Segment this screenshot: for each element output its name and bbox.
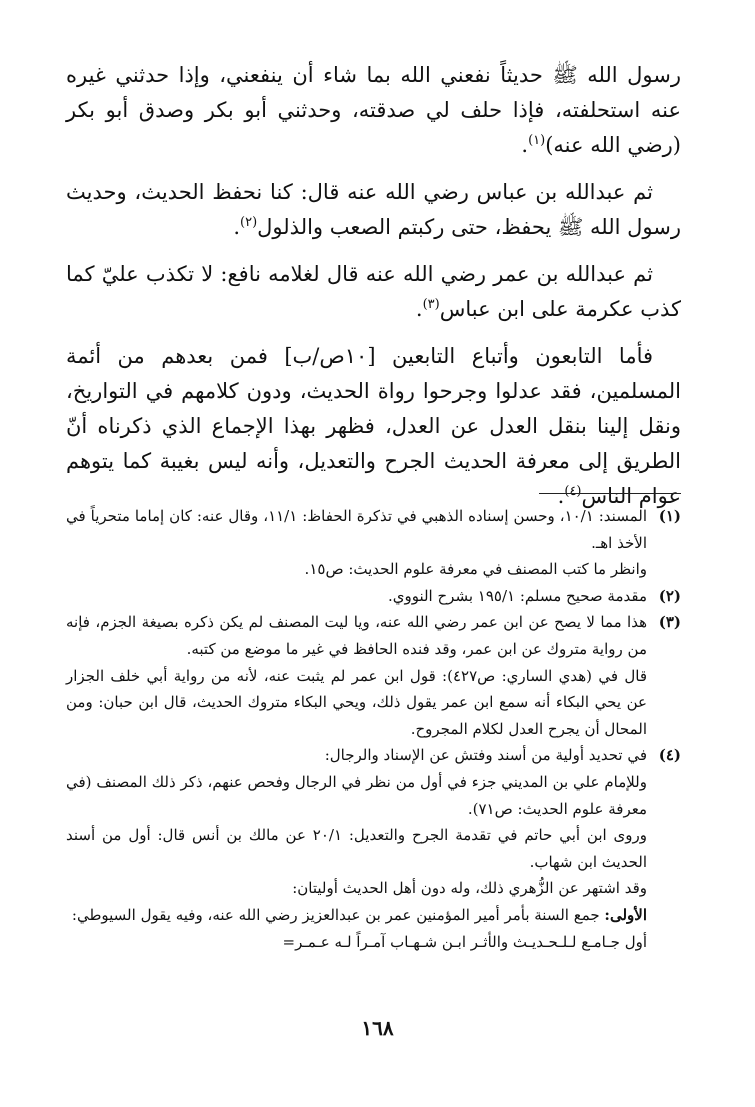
paragraph-1-end: . xyxy=(521,133,529,157)
main-text xyxy=(66,58,681,526)
footnote-3-line-2: قال في (هدي الساري: ص٤٢٧): قول ابن عمر لم يثبت عنه، لأنه من رواية أبي خلف الجزار عن يحي البكاء أنه سمع ابن عمر يقول ذلك، ويحي البكاء متروك الحديث، قال ابن حبان: ومن المحال أن يجرح العدل لكلام المجروح. xyxy=(66,666,647,738)
paragraph-4 xyxy=(66,339,681,514)
footnote-1-line-1: المسند: ١٠/١، وحسن إسناده الذهبي في تذكرة الحفاظ: ١١/١، وقال عنه: كان إماما متحرياً في الأخذ اهـ. xyxy=(66,507,647,552)
footnote-ref-3[interactable]: (٣) xyxy=(422,297,440,312)
footnote-2-line-1: مقدمة صحيح مسلم: ١٩٥/١ بشرح النووي. xyxy=(387,586,647,605)
footnote-4-line-5 xyxy=(66,902,647,929)
paragraph-2 xyxy=(66,175,681,245)
footnote-3-line-1: هذا مما لا يصح عن ابن عمر رضي الله عنه، ويا ليت المصنف لم يكن ذكره بصيغة الجزم، فإنه من رواية متروك عن ابن عمر، وقد فنده الحافظ في غير ما موضع من كتبه. xyxy=(66,613,647,658)
footnote-ref-1[interactable]: (١) xyxy=(528,133,546,148)
footnote-4-line-4: وقد اشتهر عن الزُّهري ذلك، وله دون أهل الحديث أوليتان: xyxy=(292,879,647,898)
footnote-1 xyxy=(66,503,681,583)
paragraph-3 xyxy=(66,257,681,327)
footnote-separator xyxy=(539,493,681,494)
paragraph-4-end: . xyxy=(557,484,565,508)
poem-verse: أول جـامـع لـلـحـديـث والأثـر ابـن شـهـاب آمـراً لـه عـمـر= xyxy=(282,932,647,951)
footnote-4-line-2: وللإمام علي بن المديني جزء في أول من نظر في الرجال وفحص عنهم، ذكر ذلك المصنف (في معرفة علوم الحديث: ص٧١). xyxy=(66,772,647,818)
footnote-4-line-3: وروى ابن أبي حاتم في تقدمة الجرح والتعديل: ٢٠/١ عن مالك بن أنس قال: أول من أسند الحديث ابن شهاب. xyxy=(66,826,647,871)
paragraph-3-end: . xyxy=(415,297,423,321)
page-number: ١٦٨ xyxy=(361,1016,394,1040)
footnote-2-number: (٢) xyxy=(658,586,681,605)
footnote-3 xyxy=(66,609,681,742)
paragraph-1-text: رسول الله ﷺ حديثاً نفعني الله بما شاء أن ينفعني، وإذا حدثني غيره عنه استحلفته، فإذا حلف لي صدقته، وحدثني أبو بكر وصدق أبو بكر (رضي الله عنه) xyxy=(66,63,681,157)
paragraph-2-text: ثم عبدالله بن عباس رضي الله عنه قال: كنا نحفظ الحديث، وحديث رسول الله ﷺ يحفظ، حتى ركبتم الصعب والذلول xyxy=(66,180,681,239)
paragraph-4-text: فأما التابعون وأتباع التابعين [١٠ص/ب] فمن بعدهم من أئمة المسلمين، فقد عدلوا وجرحوا رواة الحديث، ودون كلامهم في التواريخ، ونقل إلينا بنقل العدل عن العدل، فظهر بهذا الإجماع الذي ذكرناه أنّ الطريق إلى معرفة الحديث الجرح والتعديل، وأنه ليس بغيبة كما يتوهم عوام الناس xyxy=(66,344,681,508)
footnote-4-line-5-text: جمع السنة بأمر أمير المؤمنين عمر بن عبدالعزيز رضي الله عنه، وفيه يقول السيوطي: xyxy=(71,905,605,924)
footnote-1-line-2: وانظر ما كتب المصنف في معرفة علوم الحديث: ص١٥. xyxy=(304,560,647,579)
footnote-2 xyxy=(66,583,681,610)
footnote-4-number: (٤) xyxy=(658,746,681,765)
paragraph-3-text: ثم عبدالله بن عمر رضي الله عنه قال لغلامه نافع: لا تكذب عليّ كما كذب عكرمة على ابن عباس xyxy=(66,262,681,321)
paragraph-1 xyxy=(66,58,681,163)
footnote-4 xyxy=(66,742,681,955)
footnote-4-line-5-label: الأولى: xyxy=(604,905,647,924)
footnote-ref-2[interactable]: (٢) xyxy=(240,215,258,230)
footnotes xyxy=(66,503,681,955)
footnote-ref-4[interactable]: (٤) xyxy=(564,484,582,499)
footnote-4-line-1: في تحديد أولية من أسند وفتش عن الإسناد والرجال: xyxy=(324,746,647,765)
footnote-1-number: (١) xyxy=(658,507,681,525)
paragraph-2-end: . xyxy=(233,215,241,239)
footnote-3-number: (٣) xyxy=(658,613,681,632)
